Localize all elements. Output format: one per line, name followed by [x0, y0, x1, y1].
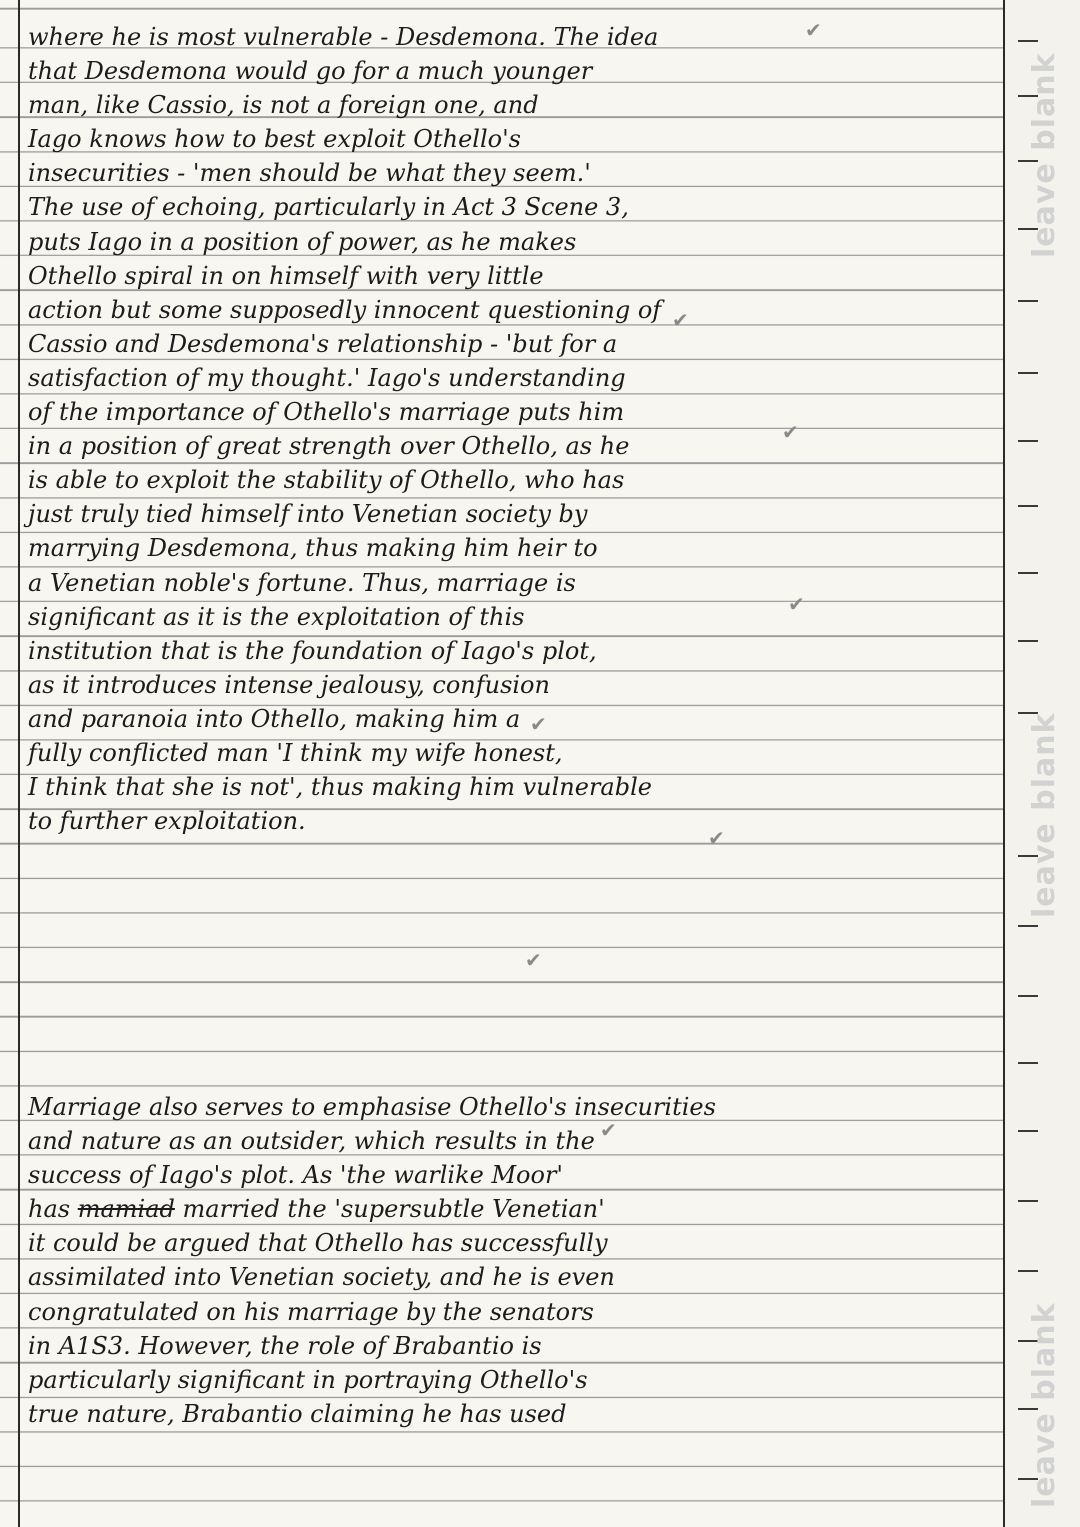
text-line: true nature, Brabantio claiming he has used	[28, 1399, 567, 1428]
paragraph-2	[28, 1090, 1003, 1431]
text-line: Iago knows how to best exploit Othello's	[28, 125, 521, 154]
text-segment: has	[28, 1195, 71, 1224]
text-line: fully conflicted man 'I think my wife honest,	[28, 738, 563, 767]
margin-tick	[1018, 1200, 1038, 1202]
text-line: that Desdemona would go for a much younger	[28, 57, 593, 86]
left-margin-line	[18, 0, 20, 1527]
margin-tick	[1018, 1270, 1038, 1272]
tick-mark-icon: ✔	[530, 712, 547, 736]
text-line: just truly tied himself into Venetian society by	[28, 500, 588, 529]
text-line: Cassio and Desdemona's relationship - 'but for a	[28, 329, 618, 358]
text-line: I think that she is not', thus making him vulnerable	[28, 773, 652, 802]
tick-mark-icon: ✔	[525, 948, 542, 972]
tick-mark-icon: ✔	[600, 1118, 617, 1142]
text-line: assimilated into Venetian society, and he is even	[28, 1263, 615, 1292]
text-line-with-strikethrough	[28, 1192, 1003, 1226]
text-line: a Venetian noble's fortune. Thus, marriage is	[28, 568, 576, 597]
tick-mark-icon: ✔	[708, 826, 725, 850]
text-line: in A1S3. However, the role of Brabantio is	[28, 1331, 542, 1360]
text-line: to further exploitation.	[28, 807, 306, 836]
margin-tick	[1018, 440, 1038, 442]
margin-tick	[1018, 572, 1038, 574]
margin-tick	[1018, 505, 1038, 507]
paragraph-1	[28, 20, 1003, 838]
text-segment: married the 'supersubtle Venetian'	[182, 1195, 605, 1224]
tick-mark-icon: ✔	[805, 18, 822, 42]
margin-tick	[1018, 372, 1038, 374]
text-line: marrying Desdemona, thus making him heir to	[28, 534, 598, 563]
text-line: in a position of great strength over Othello, as he	[28, 432, 630, 461]
leave-blank-label: leave blank	[1027, 52, 1062, 258]
text-line: it could be argued that Othello has successfully	[28, 1229, 608, 1258]
text-line: particularly significant in portraying Othello's	[28, 1365, 588, 1394]
tick-mark-icon: ✔	[782, 420, 799, 444]
text-line: congratulated on his marriage by the senators	[28, 1297, 594, 1326]
text-line: significant as it is the exploitation of this	[28, 602, 525, 631]
tick-mark-icon: ✔	[788, 592, 805, 616]
tick-mark-icon: ✔	[672, 308, 689, 332]
margin-tick	[1018, 1062, 1038, 1064]
text-line: success of Iago's plot. As 'the warlike Moor'	[28, 1161, 564, 1190]
text-line: as it introduces intense jealousy, confusion	[28, 670, 550, 699]
margin-tick	[1018, 640, 1038, 642]
text-line: action but some supposedly innocent questioning of	[28, 295, 662, 324]
text-line: where he is most vulnerable - Desdemona. The idea	[28, 23, 659, 51]
text-line: puts Iago in a position of power, as he makes	[28, 227, 577, 256]
leave-blank-label: leave blank	[1027, 1302, 1062, 1508]
leave-blank-label: leave blank	[1027, 712, 1062, 918]
crossed-out-word: mamiad	[77, 1195, 175, 1224]
text-line: and nature as an outsider, which results in the	[28, 1127, 595, 1156]
text-line: man, like Cassio, is not a foreign one, and	[28, 91, 539, 120]
margin-tick	[1018, 995, 1038, 997]
margin-tick	[1018, 1130, 1038, 1132]
text-line: and paranoia into Othello, making him a	[28, 704, 521, 733]
text-line: institution that is the foundation of Iago's plot,	[28, 636, 597, 665]
text-line: satisfaction of my thought.' Iago's understanding	[28, 363, 626, 392]
text-line: of the importance of Othello's marriage puts him	[28, 398, 625, 427]
text-line: is able to exploit the stability of Othello, who has	[28, 466, 625, 495]
text-line: Othello spiral in on himself with very little	[28, 261, 544, 290]
text-line: The use of echoing, particularly in Act 3 Scene 3,	[28, 193, 629, 222]
text-line: insecurities - 'men should be what they seem.'	[28, 159, 591, 188]
margin-tick	[1018, 300, 1038, 302]
text-line: Marriage also serves to emphasise Othello's insecurities	[28, 1093, 716, 1121]
